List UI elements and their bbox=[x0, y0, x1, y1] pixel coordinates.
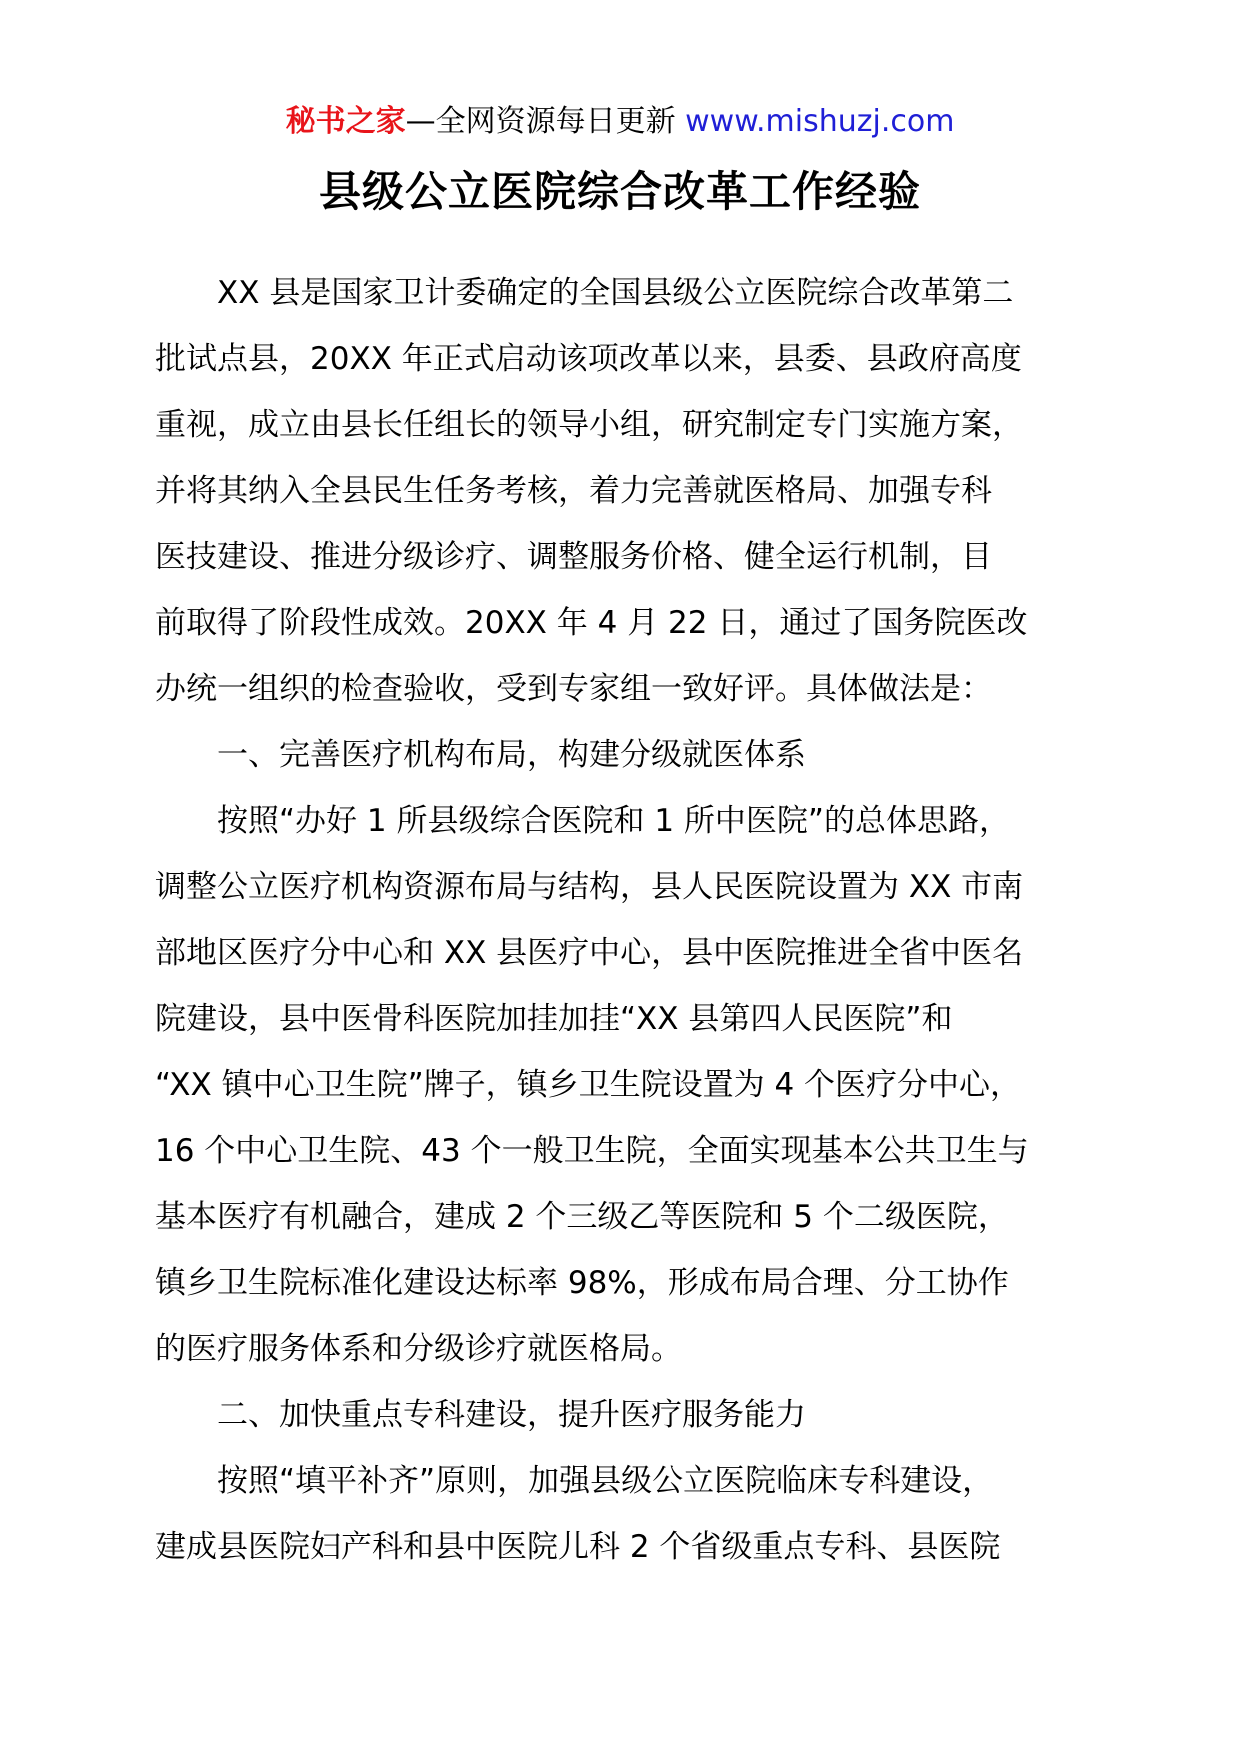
body-line: “XX 镇中心卫生院”牌子，镇乡卫生院设置为 4 个医疗分中心， bbox=[155, 1067, 1022, 1103]
site-header bbox=[0, 100, 1240, 144]
document-title: 县级公立医院综合改革工作经验 bbox=[318, 167, 921, 216]
body-line: 批试点县，20XX 年正式启动该项改革以来，县委、县政府高度 bbox=[155, 341, 1022, 377]
body-line: 的医疗服务体系和分级诊疗就医格局。 bbox=[155, 1331, 682, 1367]
body-line: 按照“填平补齐”原则，加强县级公立医院临床专科建设， bbox=[217, 1463, 994, 1499]
section-heading-1: 一、完善医疗机构布局，构建分级就医体系 bbox=[217, 737, 806, 773]
body-line: 办统一组织的检查验收，受到专家组一致好评。具体做法是： bbox=[155, 671, 992, 707]
body-line: 部地区医疗分中心和 XX 县医疗中心，县中医院推进全省中医名 bbox=[155, 935, 1024, 971]
body-line: 基本医疗有机融合，建成 2 个三级乙等医院和 5 个二级医院， bbox=[155, 1199, 1009, 1235]
document-body bbox=[155, 260, 1135, 1580]
body-line: 建成县医院妇产科和县中医院儿科 2 个省级重点专科、县医院 bbox=[155, 1529, 1001, 1565]
brand-name: 秘书之家 bbox=[285, 104, 406, 139]
body-line: 医技建设、推进分级诊疗、调整服务价格、健全运行机制，目 bbox=[155, 539, 992, 575]
body-line: XX 县是国家卫计委确定的全国县级公立医院综合改革第二 bbox=[217, 275, 1014, 311]
body-line: 院建设，县中医骨科医院加挂加挂“XX 县第四人民医院”和 bbox=[155, 1001, 953, 1037]
body-line: 并将其纳入全县民生任务考核，着力完善就医格局、加强专科 bbox=[155, 473, 992, 509]
body-line: 调整公立医疗机构资源布局与结构，县人民医院设置为 XX 市南 bbox=[155, 869, 1024, 905]
body-line: 镇乡卫生院标准化建设达标率 98%，形成布局合理、分工协作 bbox=[155, 1265, 1009, 1301]
body-line: 16 个中心卫生院、43 个一般卫生院，全面实现基本公共卫生与 bbox=[155, 1133, 1029, 1169]
site-url-link[interactable]: www.mishuzj.com bbox=[685, 104, 955, 139]
section-heading-2: 二、加快重点专科建设，提升医疗服务能力 bbox=[217, 1397, 806, 1433]
header-slogan: —全网资源每日更新 bbox=[405, 104, 686, 139]
body-line: 按照“办好 1 所县级综合医院和 1 所中医院”的总体思路， bbox=[217, 803, 1010, 839]
body-line: 前取得了阶段性成效。20XX 年 4 月 22 日，通过了国务院医改 bbox=[155, 605, 1028, 641]
body-line: 重视，成立由县长任组长的领导小组，研究制定专门实施方案， bbox=[155, 407, 1023, 443]
